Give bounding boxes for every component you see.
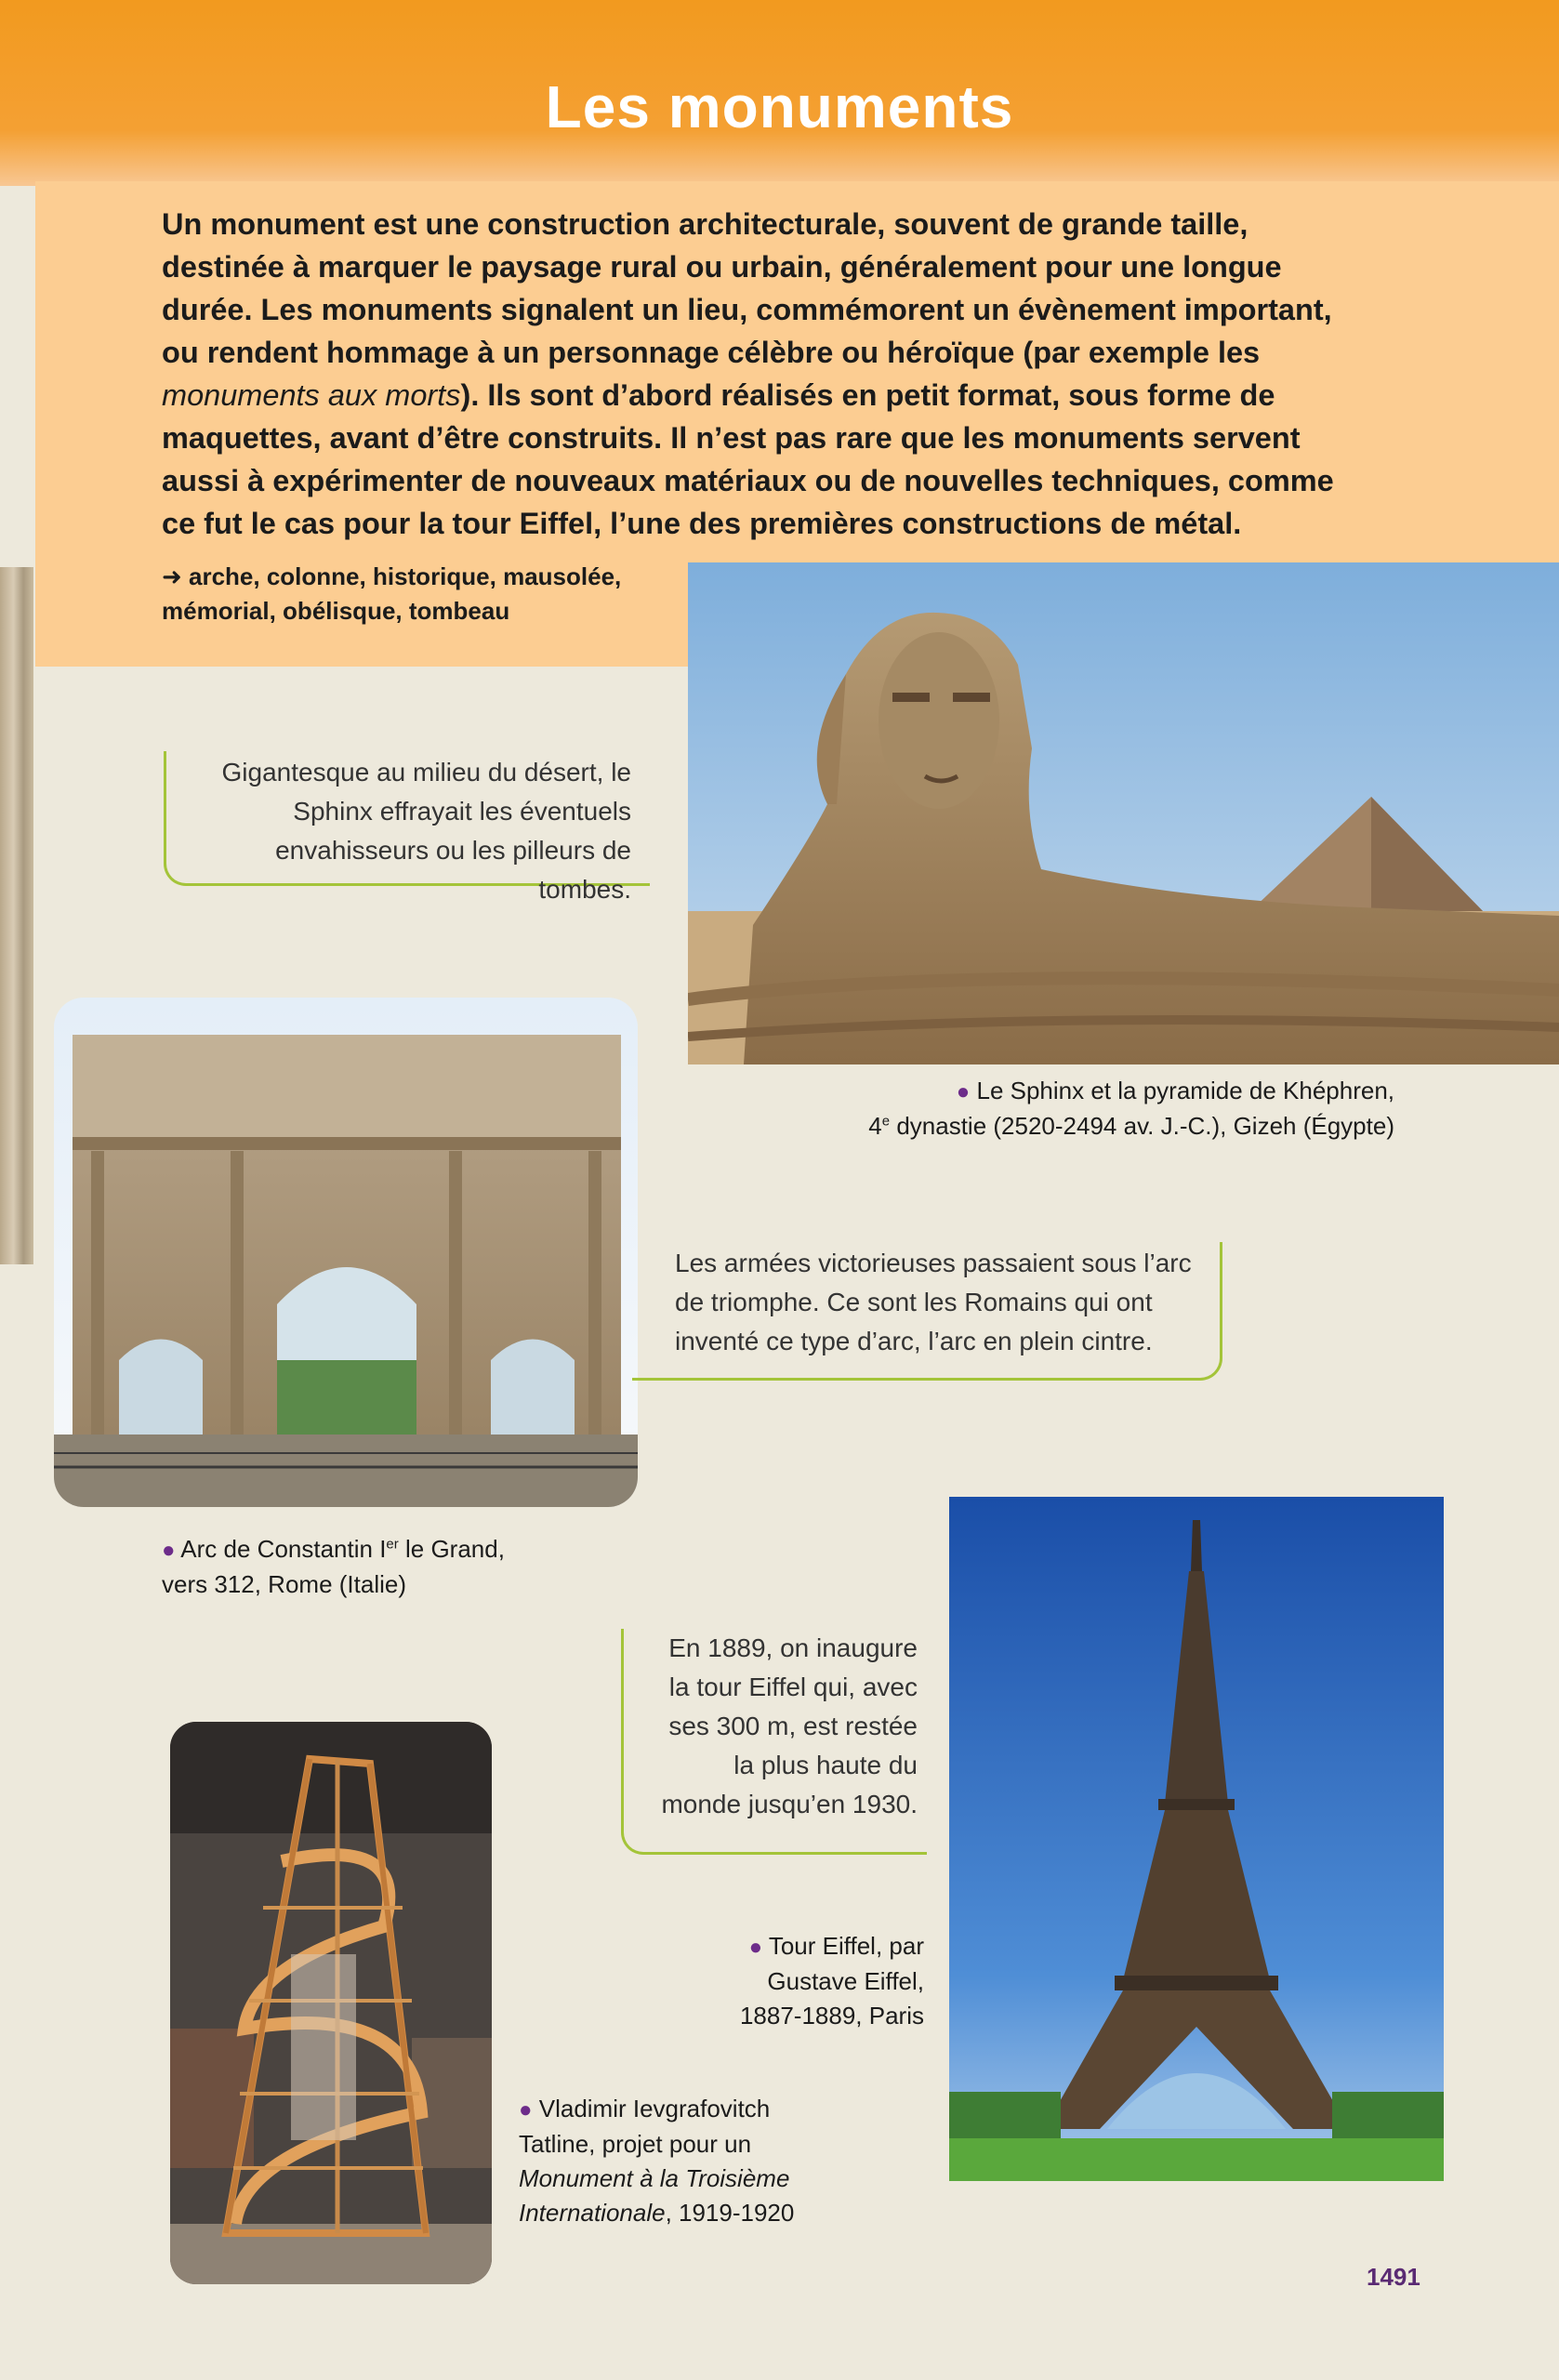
tatline-caption bbox=[519, 2092, 891, 2230]
arc-callout bbox=[632, 1242, 1222, 1381]
tatline-caption-title-1: Monument à la Troisième bbox=[519, 2164, 790, 2192]
arrow-right-icon: ➜ bbox=[162, 562, 190, 590]
page-title: Les monuments bbox=[545, 73, 1014, 140]
left-edge-image-strip bbox=[0, 567, 33, 1264]
eiffel-callout-text: En 1889, on inaugure la tour Eiffel qui, avec ses 300 m, est restée la plus haute du monde jusqu’en 1930. bbox=[661, 1633, 918, 1818]
tatline-caption-line1 bbox=[519, 2092, 891, 2127]
arc-caption-text-2: le Grand, bbox=[398, 1535, 505, 1563]
sphinx-caption-text: Le Sphinx et la pyramide de Khéphren, bbox=[976, 1077, 1394, 1104]
tatline-caption-text: Vladimir Ievgrafovitch bbox=[538, 2095, 771, 2122]
arc-caption-line2: vers 312, Rome (Italie) bbox=[162, 1570, 406, 1598]
see-also-list: arche, colonne, historique, mausolée, mémorial, obélisque, tombeau bbox=[162, 562, 622, 625]
arc-caption-text: Arc de Constantin I bbox=[180, 1535, 387, 1563]
eiffel-caption-line3: 1887-1889, Paris bbox=[739, 2002, 924, 2030]
eiffel-caption-line2: Gustave Eiffel, bbox=[767, 1967, 924, 1995]
bullet-dot-icon: ● bbox=[956, 1079, 971, 1104]
arc-caption-line1 bbox=[162, 1532, 645, 1567]
bullet-dot-icon: ● bbox=[162, 1538, 176, 1563]
eiffel-callout bbox=[621, 1629, 927, 1855]
sphinx-caption bbox=[762, 1074, 1394, 1144]
arc-photo bbox=[54, 998, 638, 1507]
eiffel-caption-line1 bbox=[651, 1929, 924, 1964]
arc-caption bbox=[162, 1532, 645, 1602]
eiffel-caption bbox=[651, 1929, 924, 2033]
tatline-caption-title-2: Internationale bbox=[519, 2199, 666, 2227]
intro-paragraph bbox=[162, 203, 1370, 545]
sphinx-photo bbox=[688, 562, 1559, 1064]
sphinx-callout-text: Gigantesque au milieu du désert, le Sphinx effrayait les éventuels envahisseurs ou les pilleurs de tombes. bbox=[221, 758, 631, 904]
sphinx-caption-line2 bbox=[762, 1109, 1394, 1144]
bullet-dot-icon: ● bbox=[519, 2097, 533, 2122]
page-number: 1491 bbox=[1367, 2263, 1420, 2291]
eiffel-photo bbox=[949, 1497, 1444, 2181]
intro-text-emphasis: monuments aux morts bbox=[162, 378, 461, 412]
sphinx-caption-sup: e bbox=[881, 1113, 891, 1130]
eiffel-caption-text: Tour Eiffel, par bbox=[768, 1932, 924, 1960]
arc-caption-sup: er bbox=[386, 1536, 399, 1553]
sphinx-caption-dynasty-num: 4 bbox=[868, 1112, 882, 1140]
bullet-dot-icon: ● bbox=[748, 1935, 763, 1960]
tatline-caption-line4 bbox=[519, 2196, 891, 2230]
see-also bbox=[162, 560, 682, 628]
arc-callout-text: Les armées victorieuses passaient sous l’arc de triomphe. Ce sont les Romains qui ont inventé ce type d’arc, l’arc en plein cintre. bbox=[675, 1249, 1192, 1355]
tatline-photo bbox=[170, 1722, 492, 2284]
sphinx-callout bbox=[164, 751, 650, 904]
sphinx-caption-rest: dynastie (2520-2494 av. J.-C.), Gizeh (Égypte) bbox=[890, 1112, 1394, 1140]
tatline-caption-date: , 1919-1920 bbox=[665, 2199, 795, 2227]
sphinx-caption-line1 bbox=[762, 1074, 1394, 1109]
tatline-caption-line2: Tatline, projet pour un bbox=[519, 2130, 752, 2158]
tatline-caption-line3 bbox=[519, 2162, 891, 2196]
intro-text-part1: Un monument est une construction architecturale, souvent de grande taille, destinée à marquer le paysage rural ou urbain, généralement pour une longue durée. Les monuments signalent un lieu, commémorent un évènement important, ou rendent hommage à un personnage célèbre ou héroïque (par exemple les bbox=[162, 207, 1332, 369]
intro-text-part2: ). Ils sont d’abord réalisés en petit format, sous forme de maquettes, avant d’être construits. Il n’est pas rare que les monuments servent aussi à expérimenter de nouveaux matériaux ou de nouvelles techniques, comme ce fut le cas pour la tour Eiffel, l’une des premières constructions de métal. bbox=[162, 378, 1334, 540]
